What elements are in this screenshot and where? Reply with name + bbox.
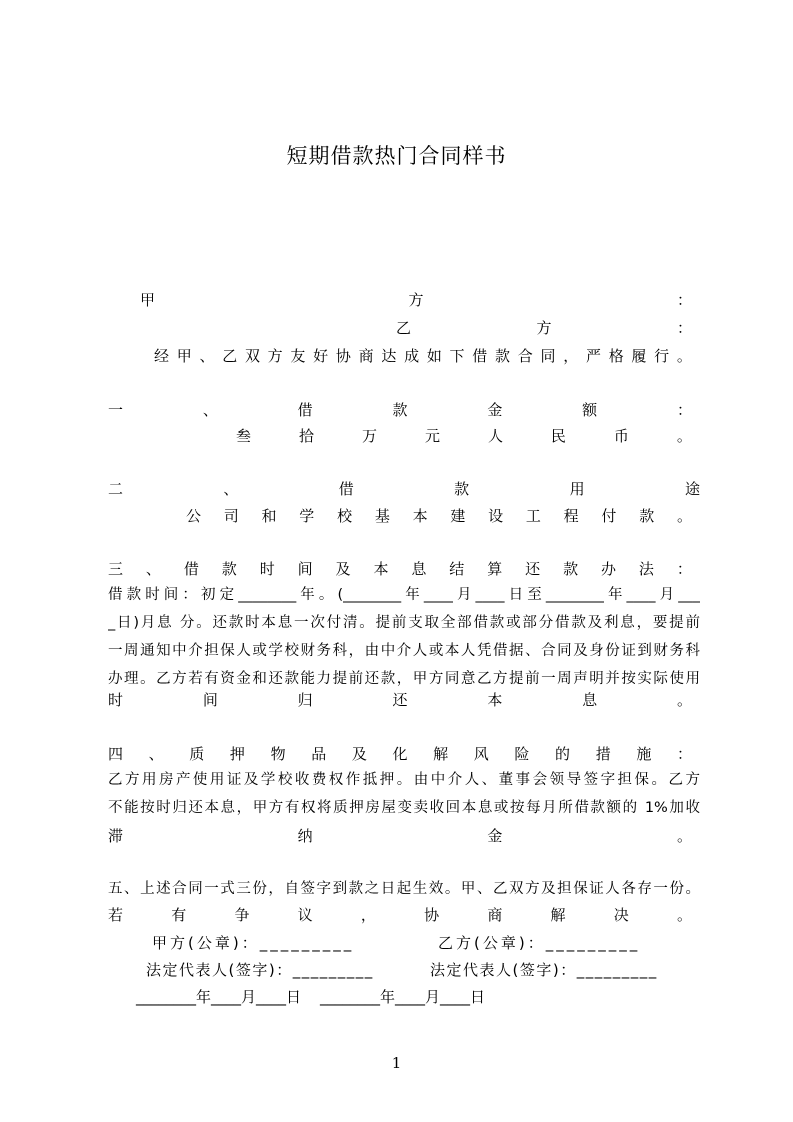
char: 程 — [563, 507, 579, 525]
char: 结 — [449, 560, 465, 578]
char: ： — [676, 401, 692, 419]
char: 款 — [221, 560, 237, 578]
char: 押 — [229, 745, 245, 763]
char: 元 — [424, 427, 440, 445]
char: 款 — [392, 401, 408, 419]
char: 建 — [450, 507, 466, 525]
char: 及 — [335, 560, 351, 578]
char: 本 — [412, 507, 428, 525]
char: 下 — [449, 347, 465, 365]
char: 措 — [595, 745, 611, 763]
char: 施 — [636, 745, 652, 763]
char: 友 — [290, 347, 306, 365]
char: 币 — [613, 427, 629, 445]
char: 司 — [223, 507, 239, 525]
char: 严 — [585, 347, 601, 365]
char: 行 — [654, 347, 670, 365]
char: 和 — [261, 507, 277, 525]
char: 协 — [335, 347, 351, 365]
char: 、 — [145, 560, 161, 578]
char: 校 — [337, 507, 353, 525]
char: 二 — [108, 480, 124, 498]
char: ， — [563, 347, 579, 365]
section3-body — [108, 581, 700, 693]
char: 时 — [259, 560, 275, 578]
char: 。 — [676, 347, 692, 365]
char: 归 — [297, 691, 313, 709]
char: 成 — [404, 347, 420, 365]
char: 风 — [473, 745, 489, 763]
char: 学 — [299, 507, 315, 525]
char: ： — [676, 745, 692, 763]
party-b-line — [396, 314, 692, 342]
char: 经 — [154, 347, 170, 365]
char: 商 — [358, 347, 374, 365]
section5-line: 五、上述合同一式三份，自签字到款之日起生效。甲、乙双方及担保证人各存一份。 — [108, 881, 700, 897]
section2-heading — [108, 475, 700, 503]
char: 息 — [411, 560, 427, 578]
char: 基 — [374, 507, 390, 525]
char: 四 — [108, 745, 124, 763]
char: ， — [360, 906, 376, 924]
char: 。 — [676, 827, 692, 845]
char: 公 — [186, 507, 202, 525]
char: 息 — [582, 691, 598, 709]
char: ： — [676, 560, 692, 578]
section5-body — [108, 875, 700, 903]
char: 叁 — [236, 427, 252, 445]
char: 的 — [555, 745, 571, 763]
document-title: 短期借款热门合同样书 — [286, 144, 507, 168]
char: 本 — [487, 691, 503, 709]
char: 履 — [631, 347, 647, 365]
char: 方 — [408, 291, 424, 309]
char: 工 — [525, 507, 541, 525]
char: 解 — [550, 906, 566, 924]
char: 算 — [487, 560, 503, 578]
char: 。 — [676, 507, 692, 525]
char: 甲 — [176, 347, 192, 365]
char: 借 — [472, 347, 488, 365]
char: 双 — [244, 347, 260, 365]
party-b-representative: 法定代表人(签字)：_________ — [430, 961, 658, 979]
char: 款 — [639, 507, 655, 525]
char: 议 — [297, 906, 313, 924]
char: 协 — [424, 906, 440, 924]
char: 付 — [601, 507, 617, 525]
char: 物 — [270, 745, 286, 763]
char: 。 — [676, 906, 692, 924]
char: 方 — [267, 347, 283, 365]
char: 一 — [108, 401, 124, 419]
char: 本 — [373, 560, 389, 578]
char: 、 — [199, 347, 215, 365]
char: 万 — [361, 427, 377, 445]
char: 商 — [487, 906, 503, 924]
char: 好 — [313, 347, 329, 365]
section4-line: 不能按时归还本息，甲方有权将质押房屋变卖收回本息或按每月所借款额的 1%加收 — [108, 800, 700, 816]
char: 人 — [487, 427, 503, 445]
section1-body — [236, 422, 692, 450]
char: 、 — [148, 745, 164, 763]
section4-body — [108, 766, 700, 822]
char: 款 — [495, 347, 511, 365]
char: 若 — [108, 906, 124, 924]
char: 争 — [234, 906, 250, 924]
char: 品 — [311, 745, 327, 763]
char: 乙 — [396, 319, 412, 337]
char: 款 — [454, 480, 470, 498]
party-a-representative: 法定代表人(签字)：_________ — [146, 961, 374, 979]
section2-body — [186, 502, 692, 530]
char: 。 — [676, 427, 692, 445]
char: 决 — [613, 906, 629, 924]
char: 同 — [540, 347, 556, 365]
char: 、 — [202, 401, 218, 419]
char: 办 — [600, 560, 616, 578]
char: 三 — [108, 560, 124, 578]
section1-heading — [108, 396, 692, 424]
char: 款 — [563, 560, 579, 578]
char: 解 — [433, 745, 449, 763]
char: 金 — [487, 401, 503, 419]
char: 方 — [536, 319, 552, 337]
char: 金 — [487, 827, 503, 845]
page-number: 1 — [391, 1054, 402, 1072]
char: 拾 — [298, 427, 314, 445]
char: 格 — [608, 347, 624, 365]
char: 法 — [638, 560, 654, 578]
char: 质 — [189, 745, 205, 763]
char: 间 — [297, 560, 313, 578]
char: 险 — [514, 745, 530, 763]
char: 甲 — [140, 291, 156, 309]
char: 额 — [582, 401, 598, 419]
intro-line — [154, 342, 692, 370]
char: 乙 — [222, 347, 238, 365]
char: 。 — [676, 691, 692, 709]
char: 设 — [488, 507, 504, 525]
section4-line: 乙方用房产使用证及学校收费权作抵押。由中介人、董事会领导签字担保。乙方 — [108, 772, 700, 788]
char: 化 — [392, 745, 408, 763]
char: 借 — [338, 480, 354, 498]
party-a-line — [140, 286, 692, 314]
section3-line: 借款时间：初定________年。(________年____月____日至________年____月___ — [108, 587, 700, 603]
section3-line: 一周通知中介担保人或学校财务科，由中介人或本人凭借据、合同及身份证到财务科 — [108, 643, 700, 659]
char: 有 — [171, 906, 187, 924]
party-a-date: ________年____月____日 — [136, 988, 302, 1006]
char: 滞 — [108, 827, 124, 845]
section4-heading — [108, 740, 692, 768]
section3-line: _日)月息 分。还款时本息一次付清。提前支取全部借款或部分借款及利息，要提前 — [108, 615, 700, 631]
char: 还 — [525, 560, 541, 578]
section3-heading — [108, 555, 692, 583]
party-b-line-inner — [396, 314, 692, 342]
char: 合 — [517, 347, 533, 365]
char: 途 — [684, 480, 700, 498]
char: 、 — [223, 480, 239, 498]
char: 时 — [108, 691, 124, 709]
char: 间 — [202, 691, 218, 709]
char: 借 — [297, 401, 313, 419]
char: 还 — [392, 691, 408, 709]
char: ： — [676, 291, 692, 309]
party-b-date: ________年____月____日 — [320, 988, 486, 1006]
char: 纳 — [297, 827, 313, 845]
char: 借 — [183, 560, 199, 578]
section4-last-line — [108, 822, 692, 850]
char: 民 — [550, 427, 566, 445]
party-a-seal: 甲方(公章)：_________ — [152, 934, 355, 952]
char: ： — [676, 319, 692, 337]
section3-line: 办理。乙方若有资金和还款能力提前还款，甲方同意乙方提前一周声明并按实际使用 — [108, 671, 700, 687]
section3-last-line — [108, 686, 692, 714]
party-b-seal: 乙方(公章)：_________ — [438, 934, 641, 952]
section5-last-line — [108, 901, 692, 929]
char: 及 — [351, 745, 367, 763]
char: 用 — [569, 480, 585, 498]
char: 如 — [426, 347, 442, 365]
char: 达 — [381, 347, 397, 365]
